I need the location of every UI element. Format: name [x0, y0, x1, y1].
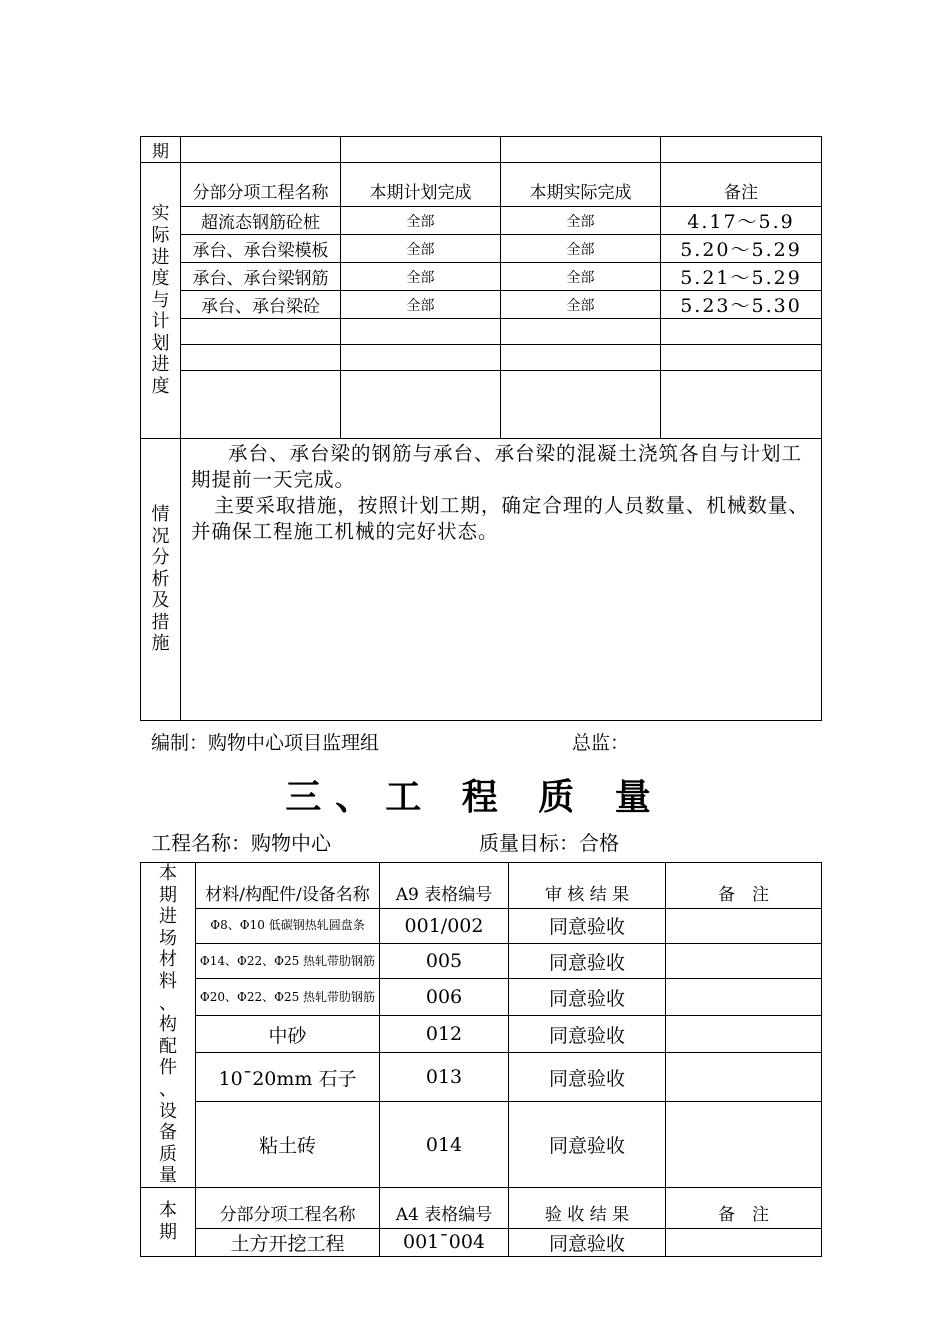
material-note — [666, 944, 822, 979]
material-note — [666, 979, 822, 1016]
material-result: 同意验收 — [509, 1053, 666, 1102]
period-label: 期 — [141, 137, 181, 163]
material-name: Φ20、Φ22、Φ25 热轧带肋钢筋 — [196, 979, 380, 1016]
header-note: 备 注 — [666, 863, 822, 909]
header-material: 材料/构配件/设备名称 — [196, 863, 380, 909]
vertical-char: 料 — [159, 970, 177, 992]
material-note — [666, 1053, 822, 1102]
project-name: 工程名称：购物中心 — [151, 831, 331, 855]
material-result: 同意验收 — [509, 1102, 666, 1188]
vertical-char: 本 — [159, 863, 177, 884]
vertical-char: 进 — [159, 906, 177, 928]
material-name: 10ˉ20mm 石子 — [196, 1053, 380, 1102]
vertical-char: 及 — [151, 590, 170, 612]
vertical-char: 设 — [159, 1100, 177, 1122]
compiled-by: 编制：购物中心项目监理组 — [151, 732, 380, 754]
vertical-char: 材 — [159, 949, 177, 971]
vertical-char: 期 — [159, 884, 177, 906]
vertical-char: 度 — [151, 376, 170, 398]
header-code: A9 表格编号 — [380, 863, 509, 909]
row-actual: 全部 — [501, 291, 661, 319]
vertical-char: 备 — [159, 1122, 177, 1144]
vertical-char: 构 — [159, 1014, 177, 1036]
sub-row-result: 同意验收 — [509, 1228, 666, 1256]
row-plan: 全部 — [341, 207, 501, 235]
header-note: 备注 — [661, 163, 822, 207]
vertical-char: 、 — [159, 1078, 177, 1100]
vertical-char: 施 — [151, 633, 170, 655]
row-name: 承台、承台梁模板 — [181, 235, 341, 263]
materials-table — [140, 862, 822, 1257]
row-name: 承台、承台梁钢筋 — [181, 263, 341, 291]
material-code: 001/002 — [380, 908, 509, 944]
quality-target: 质量目标：合格 — [479, 831, 619, 855]
vertical-char: 析 — [151, 568, 170, 590]
material-result: 同意验收 — [509, 908, 666, 944]
analysis-text — [181, 439, 822, 721]
vertical-char: 措 — [151, 611, 170, 633]
sub-header-name: 分部分项工程名称 — [196, 1187, 380, 1228]
material-code: 005 — [380, 944, 509, 979]
analysis-label — [141, 439, 181, 721]
vertical-char: 量 — [159, 1165, 177, 1187]
sub-header-result: 验 收 结 果 — [509, 1187, 666, 1228]
section-title: 三、工 程 质 量 — [285, 776, 665, 818]
row-note: 5.20～5.29 — [661, 235, 822, 263]
sub-row-note — [666, 1228, 822, 1256]
actual-vs-plan-text — [141, 203, 180, 397]
row-note: 5.23～5.30 — [661, 291, 822, 319]
vertical-char: 与 — [151, 289, 170, 311]
vertical-char: 分 — [151, 547, 170, 569]
material-result: 同意验收 — [509, 979, 666, 1016]
sub-header-note: 备 注 — [666, 1187, 822, 1228]
analysis-paragraph: 主要采取措施，按照计划工期，确定合理的人员数量、机械数量、并确保工程施工机械的完好状态。 — [191, 494, 809, 543]
vertical-char: 实 — [151, 203, 170, 225]
vertical-char: 计 — [151, 311, 170, 333]
material-name: Φ8、Φ10 低碳钢热轧圆盘条 — [196, 908, 380, 944]
row-plan: 全部 — [341, 263, 501, 291]
progress-table — [140, 136, 822, 721]
sub-row-name: 土方开挖工程 — [196, 1228, 380, 1256]
material-code: 012 — [380, 1016, 509, 1053]
sub-side-text — [141, 1200, 195, 1243]
material-code: 006 — [380, 979, 509, 1016]
materials-side-text — [141, 863, 195, 1187]
row-name: 承台、承台梁砼 — [181, 291, 341, 319]
vertical-char: 进 — [151, 246, 170, 268]
material-name: 中砂 — [196, 1016, 380, 1053]
material-result: 同意验收 — [509, 1016, 666, 1053]
sub-side-label — [141, 1187, 196, 1256]
header-actual: 本期实际完成 — [501, 163, 661, 207]
vertical-char: 期 — [159, 1221, 177, 1243]
vertical-char: 场 — [159, 927, 177, 949]
row-note: 4.17～5.9 — [661, 207, 822, 235]
sub-row-code: 001ˉ004 — [380, 1228, 509, 1256]
row-plan: 全部 — [341, 235, 501, 263]
vertical-char: 划 — [151, 332, 170, 354]
analysis-paragraph: 承台、承台梁的钢筋与承台、承台梁的混凝土浇筑各自与计划工期提前一天完成。 — [191, 442, 803, 491]
sub-header-code: A4 表格编号 — [380, 1187, 509, 1228]
actual-vs-plan-label — [141, 163, 181, 439]
vertical-char: 本 — [159, 1200, 177, 1222]
material-note — [666, 908, 822, 944]
vertical-char: 进 — [151, 354, 170, 376]
material-name: 粘土砖 — [196, 1102, 380, 1188]
row-note: 5.21～5.29 — [661, 263, 822, 291]
vertical-char: 质 — [159, 1143, 177, 1165]
vertical-char: 件 — [159, 1057, 177, 1079]
vertical-char: 情 — [151, 503, 170, 525]
row-actual: 全部 — [501, 263, 661, 291]
header-result: 审 核 结 果 — [509, 863, 666, 909]
material-code: 013 — [380, 1053, 509, 1102]
row-actual: 全部 — [501, 235, 661, 263]
vertical-char: 度 — [151, 268, 170, 290]
row-actual: 全部 — [501, 207, 661, 235]
vertical-char: 配 — [159, 1035, 177, 1057]
material-name: Φ14、Φ22、Φ25 热轧带肋钢筋 — [196, 944, 380, 979]
material-note — [666, 1016, 822, 1053]
materials-side-label — [141, 863, 196, 1188]
row-name: 超流态钢筋砼桩 — [181, 207, 341, 235]
row-plan: 全部 — [341, 291, 501, 319]
header-name: 分部分项工程名称 — [181, 163, 341, 207]
chief-supervisor: 总监： — [572, 732, 630, 754]
vertical-char: 况 — [151, 525, 170, 547]
material-code: 014 — [380, 1102, 509, 1188]
analysis-label-text — [141, 504, 180, 655]
material-result: 同意验收 — [509, 944, 666, 979]
header-plan: 本期计划完成 — [341, 163, 501, 207]
material-note — [666, 1102, 822, 1188]
vertical-char: 际 — [151, 224, 170, 246]
vertical-char: 、 — [159, 992, 177, 1014]
